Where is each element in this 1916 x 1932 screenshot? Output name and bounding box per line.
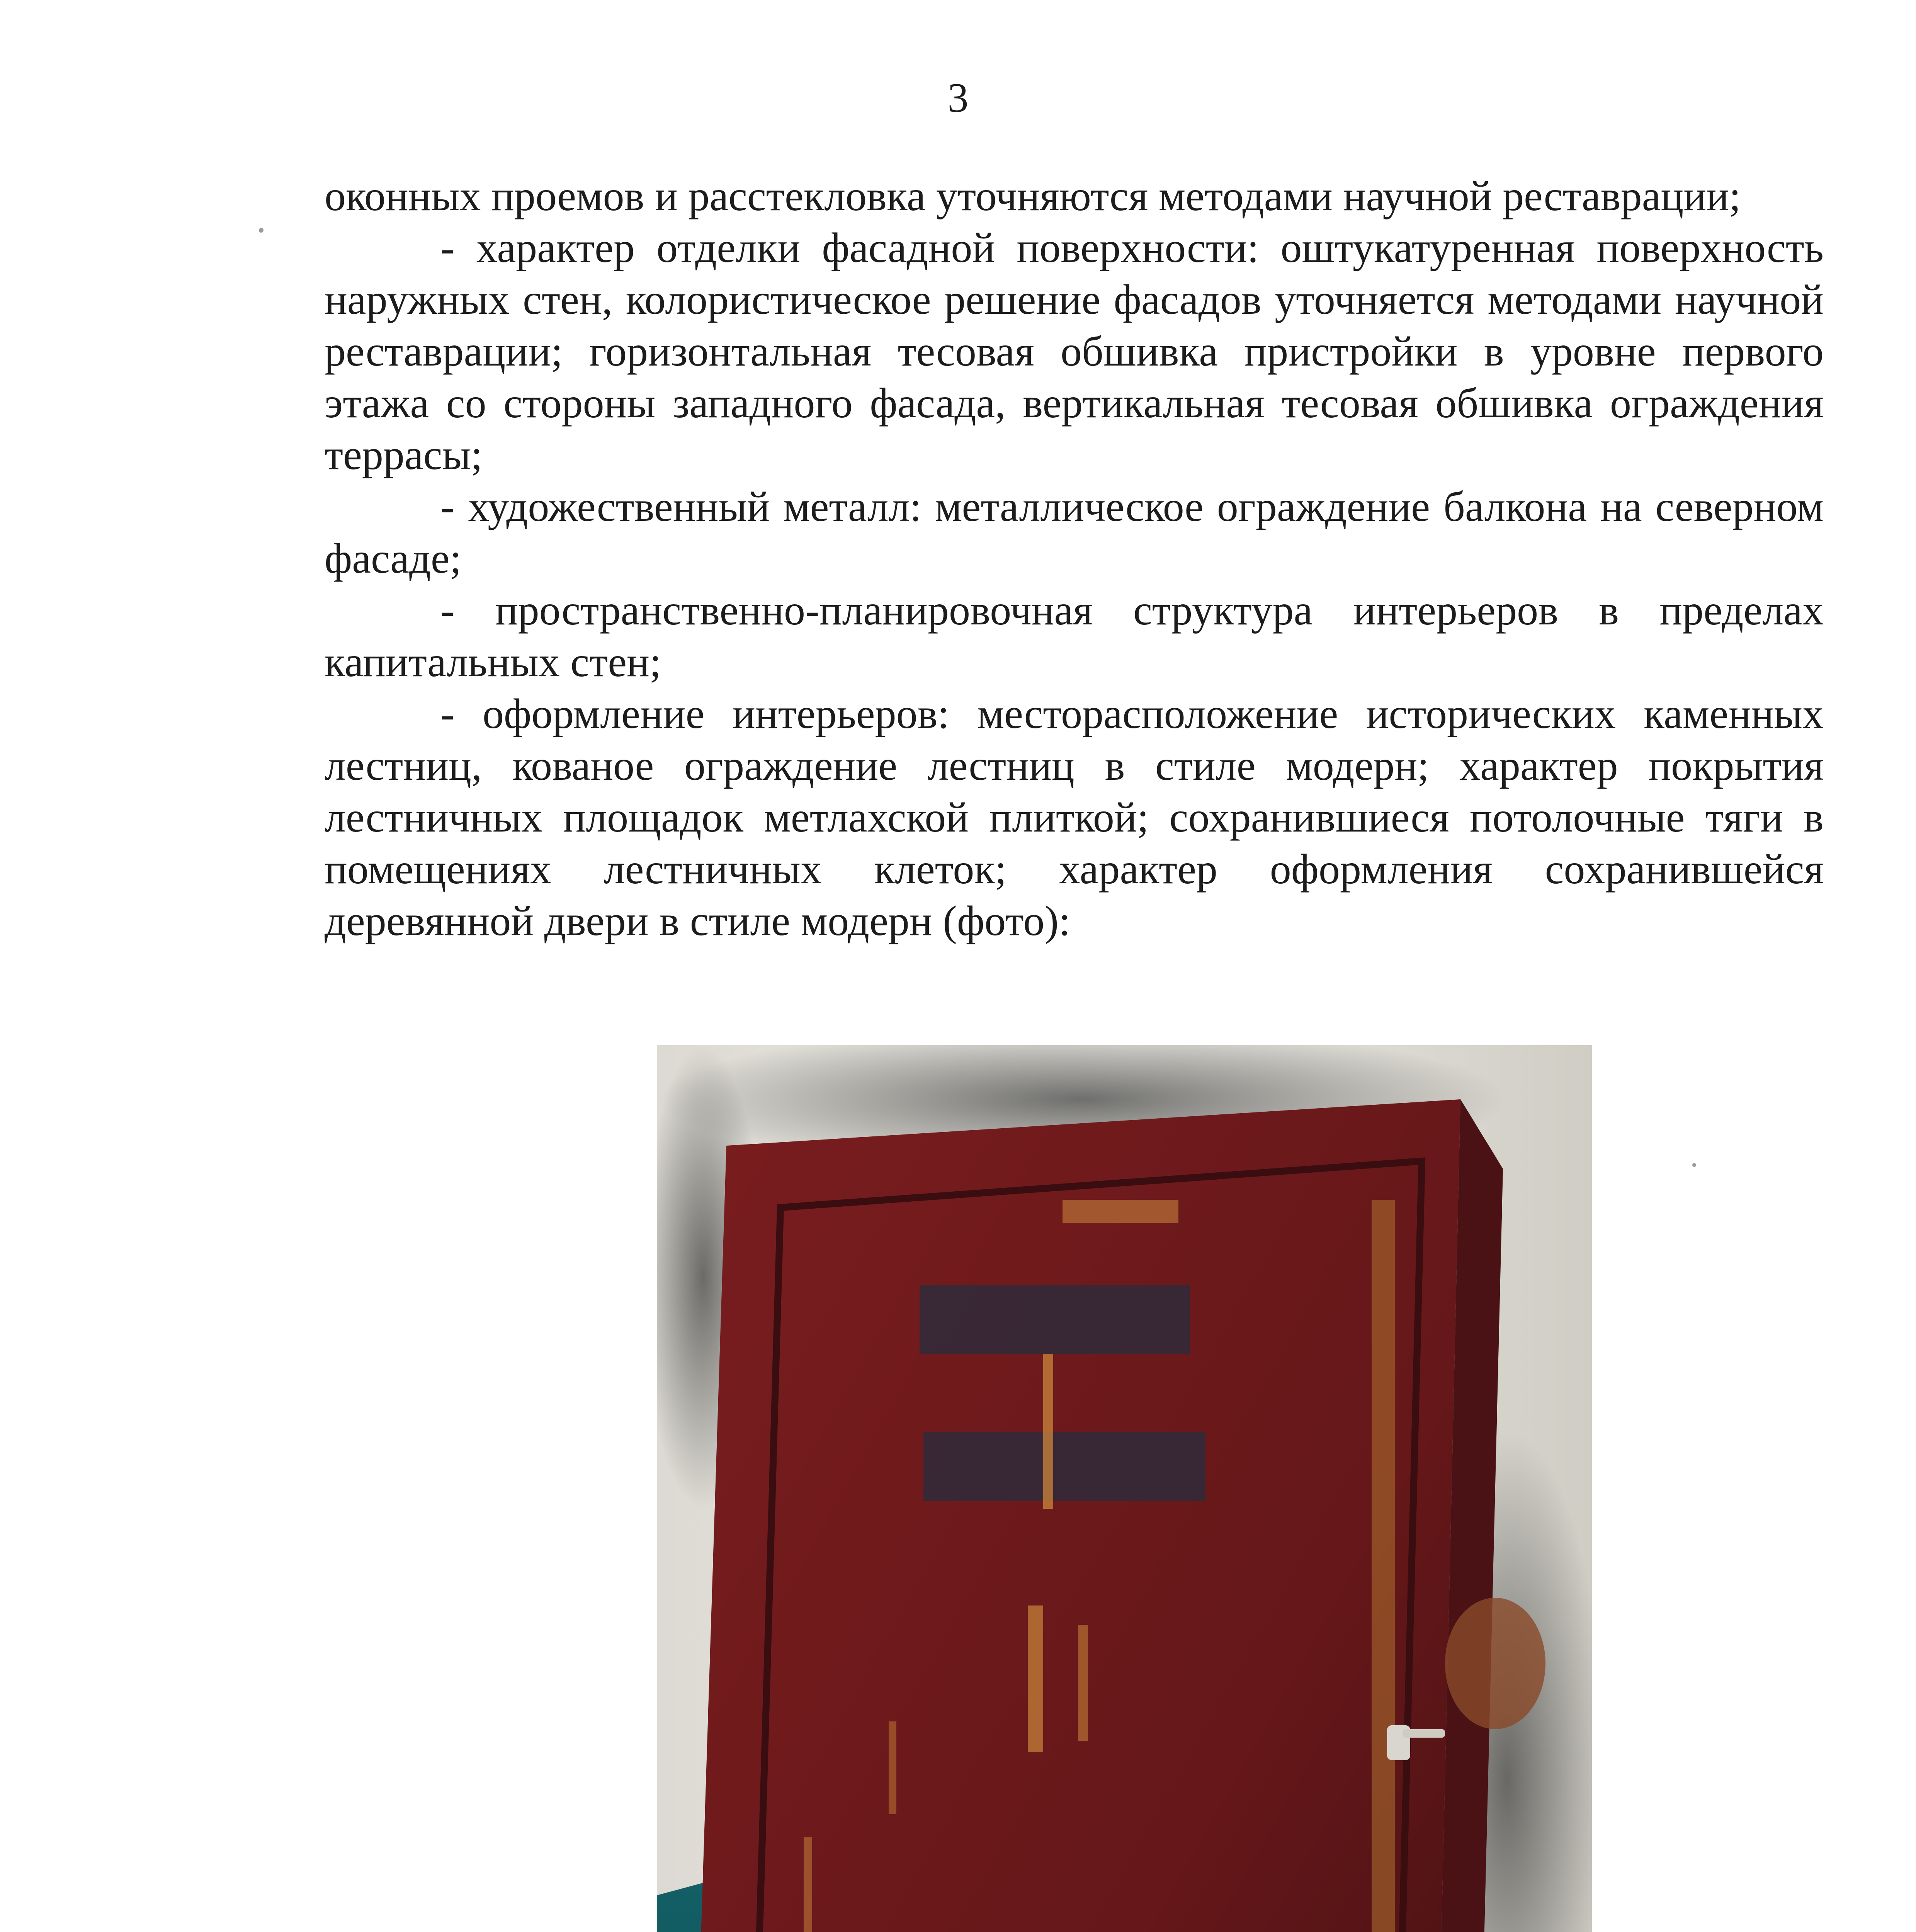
peeling-paint [804, 1837, 812, 1932]
body-text [325, 170, 1824, 947]
peeling-paint [1043, 1354, 1053, 1509]
door-panel-band-upper [920, 1285, 1190, 1354]
door-slab [684, 1099, 1460, 1932]
paragraph-planning-structure: - пространственно-планировочная структура интерьеров в пределах капитальных стен; [325, 587, 1824, 685]
door-photo-illustration [657, 1045, 1592, 1932]
peeling-paint [1078, 1625, 1088, 1741]
peeling-paint [1028, 1605, 1043, 1752]
scan-speck [259, 228, 264, 233]
paragraph-art-metal: - художественный металл: металлическое ограждение балкона на северном фасаде; [325, 483, 1824, 582]
door-photo [657, 1045, 1592, 1932]
door-panel-band-lower [923, 1432, 1205, 1501]
paragraph-window-openings: оконных проемов и расстекловка уточняются методами научной реставрации; [325, 172, 1741, 219]
paragraph-interior-design: - оформление интерьеров: месторасположение исторических каменных лестниц, кованое ограждение лестниц в стиле модерн; характер покрытия лестничных площадок метлахской плиткой; сохранившиеся потолочные тяги в помещениях лестничных клеток; характер оформления сохранившейся деревянной двери в стиле модерн (фото): [325, 690, 1824, 944]
page-number: 3 [947, 75, 969, 121]
paragraph-facade-finish: - характер отделки фасадной поверхности: оштукатуренная поверхность наружных стен, колористическое решение фасадов уточняется методами научной реставрации; горизонтальная тесовая обшивка пристройки в уровне первого этажа со стороны западного фасада, вертикальная тесовая обшивка ограждения террасы; [325, 224, 1824, 478]
peeling-paint [889, 1721, 896, 1814]
peeling-paint [1372, 1200, 1395, 1932]
door-handle [1403, 1729, 1445, 1738]
peeling-paint [1063, 1200, 1178, 1223]
scan-speck [1692, 1163, 1696, 1167]
wall-damage [1445, 1598, 1545, 1729]
